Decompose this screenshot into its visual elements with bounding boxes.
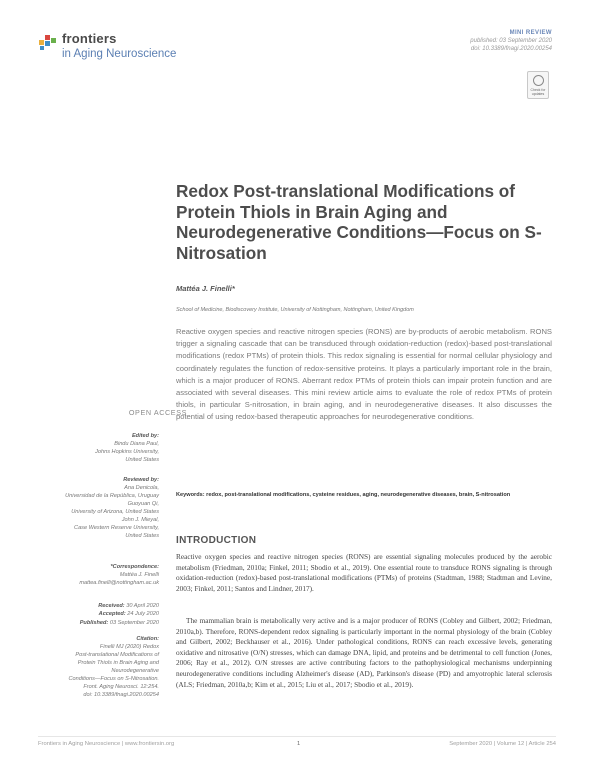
citation-block	[40, 635, 159, 699]
reviewer-line: Universidad de la República, Uruguay	[65, 493, 159, 499]
citation-line: Protein Thiols in Brain Aging and	[77, 660, 159, 666]
citation-line: Finelli MJ (2020) Redox	[99, 644, 159, 650]
section-heading: INTRODUCTION	[176, 535, 257, 546]
footer-issue: September 2020 | Volume 12 | Article 254	[449, 741, 556, 747]
keywords-text: redox, post-translational modifications, cysteine residues, aging, neurodegenerative diseases, brain, S-nitrosation	[206, 492, 511, 498]
editor-line: Johns Hopkins University,	[95, 449, 159, 455]
article-title: Redox Post-translational Modifications of Protein Thiols in Brain Aging and Neurodegenerative Conditions—Focus on S-Nitrosation	[176, 181, 542, 263]
reviewer-line: Guoyuan Qi,	[127, 501, 159, 507]
edited-by-label: Edited by:	[131, 433, 159, 439]
citation-line: Post-translational Modifications of	[75, 652, 159, 658]
article-meta	[470, 30, 552, 52]
accepted-date: Accepted: 24 July 2020	[98, 611, 159, 618]
author[interactable]: Mattéa J. Finelli*	[176, 284, 235, 293]
correspondence-email[interactable]: mattea.finelli@nottingham.ac.uk	[79, 580, 159, 586]
editor-line: Bindu Diana Paul,	[114, 441, 159, 447]
journal-logo	[38, 30, 238, 70]
affiliation: School of Medicine, Biodiscovery Institute, University of Nottingham, Nottingham, United Kingdom	[176, 307, 414, 313]
keywords	[176, 491, 552, 500]
frontiers-logo-icon	[38, 31, 60, 51]
doi[interactable]: doi: 10.3389/fnagi.2020.00254	[470, 46, 552, 52]
reviewed-by-label: Reviewed by:	[123, 477, 159, 483]
editor-line: United States	[125, 457, 159, 463]
page-footer	[38, 741, 556, 751]
body-paragraph-2: The mammalian brain is metabolically very active and is a major producer of RONS (Cobley and Gilbert, 2002; Friedman, 2010a,b). Therefore, RONS-dependent redox signaling is particularly important in the normal physiology of the brain (Cobley and Gilbert, 2002; Beckhauser et al., 2016). Under pathological conditions, RONS can reach excessive levels, generating oxidative and nitrosative (O/N) stresses, which can damage DNA, lipid, and proteins and be detrimental to cell function (Jones, 2006; Ray et al., 2012). O/N stresses are active contributing factors to the pathophysiological mechanisms underpinning neurodegenerative conditions including Alzheimer's disease (AD), Parkinson's disease (PD) and amyotrophic lateral sclerosis (ALS; Friedman, 2010a,b; Kim et al., 2015; Liu et al., 2017; Sbodio et al., 2019).	[176, 616, 552, 689]
published-date-left: Published: 03 September 2020	[79, 619, 159, 626]
citation-label: Citation:	[136, 636, 159, 642]
citation-line: Front. Aging Neurosci. 12:254.	[83, 684, 159, 690]
abstract: Reactive oxygen species and reactive nitrogen species (RONS) are by-products of aerobic metabolism. RONS trigger a signaling cascade that can be transduced through oxidation-reduction (redox)-based post-translational modifications (redox PTMs) of protein thiols. This redox signaling is essential for normal cellular physiology and coordinately regulates the function of redox-sensitive proteins. It plays a particularly important role in the brain, which is a major producer of RONS. Aberrant redox PTMs of protein thiols can impair protein function and are associated with several diseases. This mini review article aims to evaluate the role of redox PTMs of protein thiols, in particular S-nitrosation, in brain aging, and in neurodegenerative diseases. It also discusses the potential of using redox-based therapeutic approaches for neurodegenerative conditions.	[176, 327, 552, 422]
page-number: 1	[297, 741, 301, 747]
body-paragraph-1: Reactive oxygen species and reactive nitrogen species (RONS) are essential signaling molecules produced by the aerobic metabolism (Friedman, 2010a; Finkel, 2011; Sbodio et al., 2019). One essential route to transduce RONS signaling is through oxidation-reduction (redox)-based post-translational modifications (PTMs) of proteins (Stadtman, 1988; Stadtman and Levine, 2003; Finkel, 2011; Santos and Lindner, 2017).	[176, 552, 552, 593]
reviewer-line: Case Western Reserve University,	[74, 525, 159, 531]
reviewer-line: University of Arizona, United States	[71, 509, 159, 515]
correspondence-name: Mattéa J. Finelli	[119, 572, 159, 578]
check-updates-label: Check for updates	[530, 88, 546, 96]
correspondence-block	[40, 563, 159, 587]
reviewer-line: John J. Mieyal,	[121, 517, 159, 523]
reviewed-by-block	[40, 476, 159, 540]
journal-name: in Aging Neuroscience	[62, 48, 177, 60]
reviewer-line: United States	[125, 533, 159, 539]
dates-block	[40, 602, 159, 627]
published-date: published: 03 September 2020	[470, 38, 552, 44]
correspondence-label: *Correspondence:	[110, 564, 159, 570]
footer-divider	[38, 736, 556, 737]
citation-line[interactable]: doi: 10.3389/fnagi.2020.00254	[83, 692, 159, 698]
citation-line: Conditions—Focus on S-Nitrosation.	[68, 676, 159, 682]
edited-by-block	[40, 432, 159, 464]
check-updates-icon	[533, 75, 544, 86]
received-date: Received: 30 April 2020	[98, 603, 159, 609]
keywords-label: Keywords:	[176, 492, 205, 498]
reviewer-line: Ana Denicola,	[124, 485, 159, 491]
citation-line: Neurodegenerative	[111, 668, 159, 674]
article-type: MINI REVIEW	[509, 30, 552, 36]
footer-journal[interactable]: Frontiers in Aging Neuroscience | www.frontiersin.org	[38, 741, 175, 747]
brand-name: frontiers	[62, 31, 117, 46]
check-for-updates-button[interactable]	[527, 71, 549, 99]
open-access-label: OPEN ACCESS	[128, 408, 187, 417]
